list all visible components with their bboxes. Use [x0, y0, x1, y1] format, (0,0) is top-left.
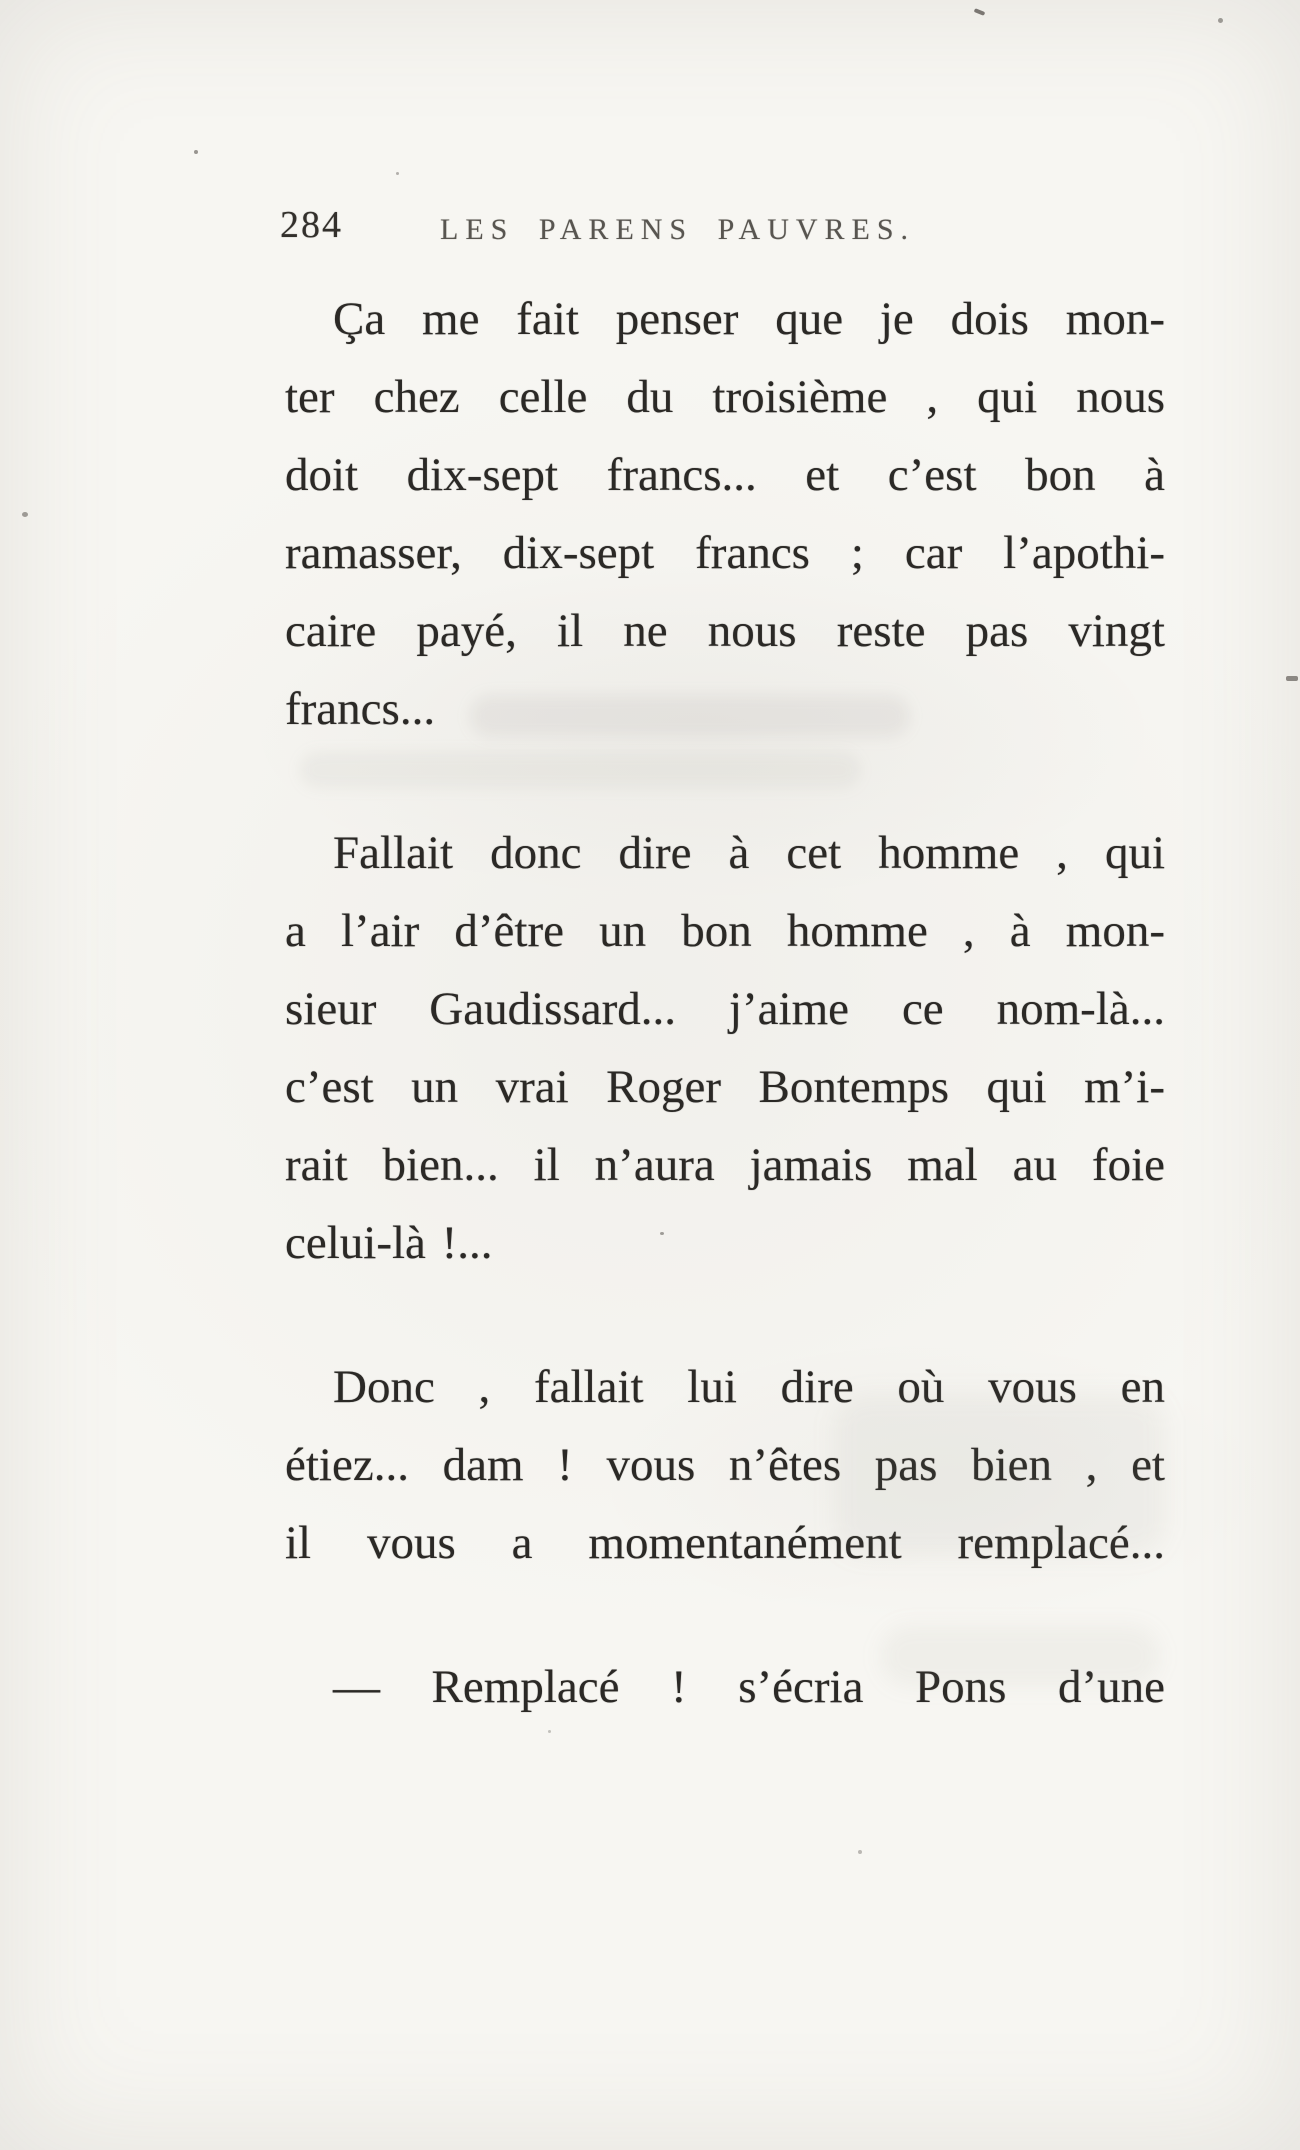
paragraph: [285, 1348, 1165, 1582]
text-line: Donc , fallait lui dire où vous en: [333, 1361, 1165, 1413]
text-line: ramasser, dix-sept francs ; car l’apothi-: [285, 527, 1165, 579]
ink-speck: [974, 8, 986, 16]
paragraph: [285, 1648, 1165, 1726]
page-number: 284: [280, 204, 343, 246]
text-line: a l’air d’être un bon homme , à mon-: [285, 905, 1165, 957]
ink-speck: [1286, 676, 1298, 681]
text-line: c’est un vrai Roger Bontemps qui m’i-: [285, 1061, 1165, 1113]
text-line: Fallait donc dire à cet homme , qui: [333, 827, 1165, 879]
text-line: doit dix-sept francs... et c’est bon à: [285, 449, 1165, 501]
text-block: [285, 280, 1165, 1792]
ink-speck: [22, 512, 28, 517]
text-line: caire payé, il ne nous reste pas vingt: [285, 605, 1165, 657]
text-line: francs...: [285, 683, 436, 735]
text-line: ter chez celle du troisième , qui nous: [285, 371, 1165, 423]
text-line: celui-là !...: [285, 1217, 493, 1269]
ink-speck: [194, 150, 198, 154]
paragraph: [285, 814, 1165, 1282]
text-line: étiez... dam ! vous n’êtes pas bien , et: [285, 1439, 1165, 1491]
running-title: LES PARENS PAUVRES.: [440, 213, 916, 246]
ink-speck: [396, 172, 399, 175]
paragraph: [285, 280, 1165, 748]
ink-speck: [858, 1850, 862, 1854]
ink-speck: [1218, 18, 1223, 23]
text-line: il vous a momentanément remplacé...: [285, 1517, 1165, 1569]
text-line: rait bien... il n’aura jamais mal au foie: [285, 1139, 1165, 1191]
text-line: Ça me fait penser que je dois mon-: [333, 293, 1165, 345]
text-line: sieur Gaudissard... j’aime ce nom-là...: [285, 983, 1165, 1035]
text-line: — Remplacé ! s’écria Pons d’une: [333, 1661, 1165, 1713]
